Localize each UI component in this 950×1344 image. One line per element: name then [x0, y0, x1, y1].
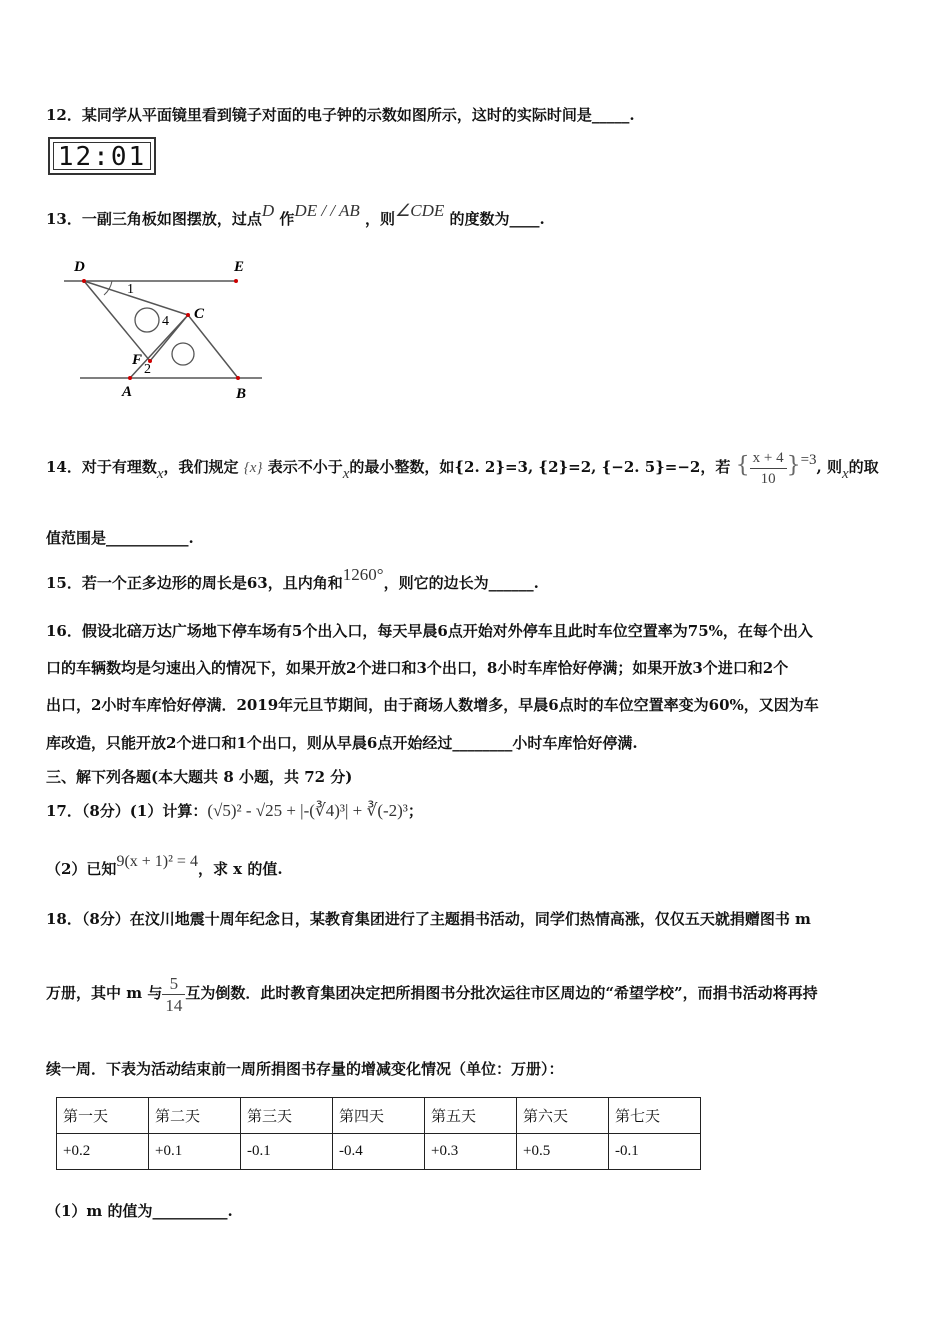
q18-line-1: 18．（8分）在汶川地震十周年纪念日，某教育集团进行了主题捐书活动，同学们热情高涨，仅仅五天就捐赠图书 m [46, 910, 811, 928]
table-cell: +0.3 [425, 1134, 517, 1170]
table-header-cell: 第六天 [517, 1098, 609, 1134]
triangle-figure [60, 255, 280, 405]
q18-sub-1: （1）m 的值为__________. [46, 1202, 233, 1220]
table-header-cell: 第四天 [333, 1098, 425, 1134]
table-row [57, 1134, 701, 1170]
q16-line-4: 库改造，只能开放2个进口和1个出口，则从早晨6点开始经过________小时车库恰好停满. [46, 734, 638, 752]
q17-part-1: 17．（8分）(1）计算：(√5)² - √25 + |-(∛4)³| + ∛(-2)³； [46, 801, 423, 820]
label-A: A [122, 384, 133, 400]
change-table [56, 1097, 701, 1170]
table-cell: +0.1 [149, 1134, 241, 1170]
angle-4: 4 [162, 314, 169, 329]
label-D: D [74, 259, 85, 275]
q18-line-2: 万册，其中 m 与 $\frac{5}{14}$ 互为倒数．此时教育集团决定把所捐图书分批次运往市区周边的“希望学校”，而捐书活动将再持 [46, 973, 818, 1015]
q16-line-3: 出口，2小时车库恰好停满．2019年元旦节期间，由于商场人数增多，早晨6点时的车位空置率变为60%，又因为车 [46, 696, 819, 714]
q16-line-2: 口的车辆数均是匀速出入的情况下，如果开放2个进口和3个出口，8小时车库恰好停满；如果开放3个进口和2个 [46, 659, 789, 677]
table-header-row [57, 1098, 701, 1134]
clock-digits: 12:01 [53, 142, 151, 170]
q17-expression: (√5)² - √25 + |-(∛4)³| + ∛(-2)³ [207, 801, 408, 820]
q16-line-1: 16．假设北碚万达广场地下停车场有5个出入口，每天早晨6点开始对外停车且此时车位空置率为75%，在每个出入 [46, 622, 813, 640]
label-C: C [194, 306, 205, 322]
q14-text: 14．对于有理数x，我们规定 {x} 表示不小于x的最小整数，如{2. 2}=3, {2}=2, {−2. 5}=−2，若 { $\frac{x + 4}{10}$ }=3, 则x的取 [46, 449, 879, 487]
table-header-cell: 第七天 [609, 1098, 701, 1134]
table-cell: +0.2 [57, 1134, 149, 1170]
table-header-cell: 第一天 [57, 1098, 149, 1134]
mirror-clock-figure [48, 137, 156, 175]
table-cell: -0.4 [333, 1134, 425, 1170]
angle-1: 1 [127, 282, 134, 297]
table-cell: +0.5 [517, 1134, 609, 1170]
q14-text-2: 值范围是___________. [46, 529, 194, 547]
label-B: B [236, 386, 247, 402]
q18-line-3: 续一周．下表为活动结束前一周所捐图书存量的增减变化情况（单位：万册）： [46, 1060, 564, 1078]
table-header-cell: 第三天 [241, 1098, 333, 1134]
table-header-cell: 第五天 [425, 1098, 517, 1134]
table-header-cell: 第二天 [149, 1098, 241, 1134]
label-F: F [132, 352, 143, 368]
section-3-heading: 三、解下列各题(本大题共 8 小题，共 72 分) [46, 768, 353, 786]
q17-part-2: （2）已知9(x + 1)² = 4，求 x 的值. [46, 853, 283, 878]
angle-2: 2 [144, 362, 151, 377]
q13-text: 13．一副三角板如图摆放，过点D 作DE / / AB ，则∠CDE 的度数为____. [46, 201, 545, 228]
table-cell: -0.1 [241, 1134, 333, 1170]
q12-text: 12．某同学从平面镜里看到镜子对面的电子钟的示数如图所示，这时的实际时间是_____. [46, 106, 635, 124]
q15-text: 15．若一个正多边形的周长是63，且内角和1260°，则它的边长为______. [46, 565, 539, 592]
label-E: E [234, 259, 245, 275]
table-cell: -0.1 [609, 1134, 701, 1170]
